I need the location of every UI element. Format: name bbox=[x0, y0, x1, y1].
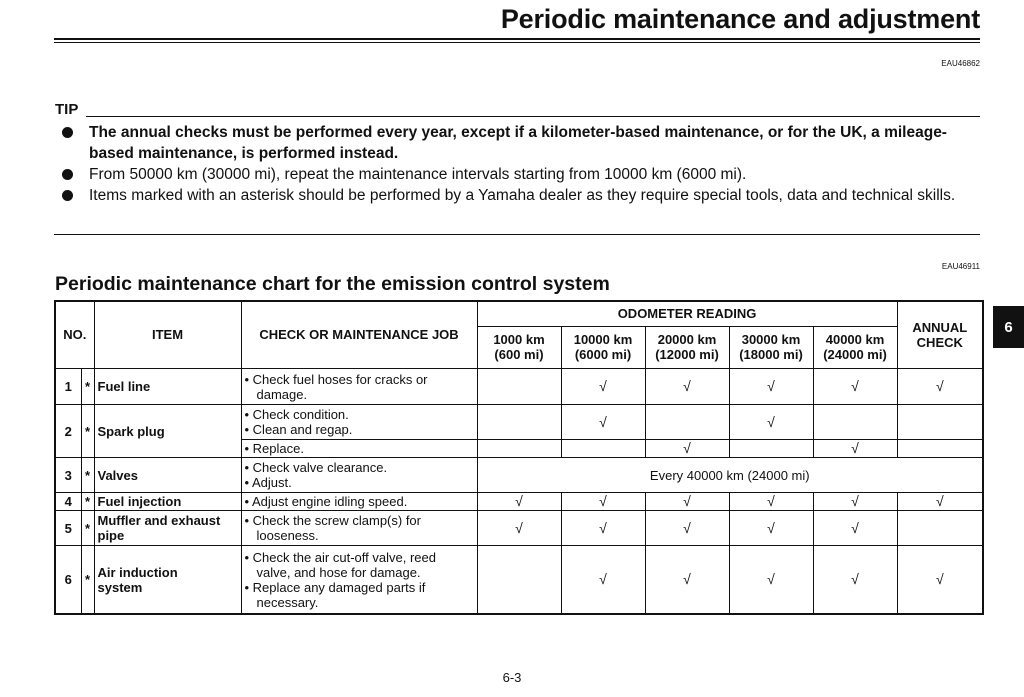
table-row: 1 * Fuel line • Check fuel hoses for cracks or damage. √ √ √ √ √ bbox=[55, 368, 983, 405]
check-mark: √ bbox=[561, 546, 645, 614]
tip-item: The annual checks must be performed every year, except if a kilometer-based maintenance, or for the UK, a mileage-based maintenance, is performed instead. bbox=[62, 122, 980, 164]
bullet-icon bbox=[62, 169, 73, 180]
interval-header: 40000 km (24000 mi) bbox=[813, 326, 897, 368]
tip-label: TIP bbox=[55, 101, 79, 118]
maintenance-chart bbox=[54, 300, 984, 615]
check-mark: √ bbox=[729, 368, 813, 405]
check-mark: √ bbox=[729, 511, 813, 546]
check-mark: √ bbox=[729, 493, 813, 511]
check-mark: √ bbox=[477, 511, 561, 546]
table-row: 5 * Muffler and exhaust pipe • Check the screw clamp(s) for looseness. √ √ √ √ √ bbox=[55, 511, 983, 546]
check-mark: √ bbox=[897, 368, 983, 405]
check-mark: √ bbox=[645, 440, 729, 458]
tip-list bbox=[62, 122, 980, 206]
header-no: NO. bbox=[55, 301, 94, 368]
check-mark: √ bbox=[813, 511, 897, 546]
tip-rule-bottom bbox=[54, 234, 980, 235]
bullet-icon bbox=[62, 127, 73, 138]
section-title: Periodic maintenance chart for the emission control system bbox=[55, 273, 610, 295]
check-mark: √ bbox=[897, 493, 983, 511]
tip-item: From 50000 km (30000 mi), repeat the maintenance intervals starting from 10000 km (6000 mi). bbox=[62, 164, 980, 185]
interval-header: 1000 km (600 mi) bbox=[477, 326, 561, 368]
bullet-icon bbox=[62, 190, 73, 201]
reference-code-chart: EAU46911 bbox=[941, 262, 980, 271]
interval-header: 20000 km (12000 mi) bbox=[645, 326, 729, 368]
check-mark: √ bbox=[645, 368, 729, 405]
interval-header: 10000 km (6000 mi) bbox=[561, 326, 645, 368]
check-mark: √ bbox=[645, 493, 729, 511]
check-mark: √ bbox=[561, 368, 645, 405]
check-mark: √ bbox=[477, 493, 561, 511]
check-mark: √ bbox=[813, 546, 897, 614]
table-row: • Replace. √ √ bbox=[55, 440, 983, 458]
check-mark: √ bbox=[897, 546, 983, 614]
check-mark: √ bbox=[813, 493, 897, 511]
header-rule bbox=[54, 38, 980, 40]
interval-note: Every 40000 km (24000 mi) bbox=[477, 458, 983, 493]
header-odometer: ODOMETER READING bbox=[477, 301, 897, 326]
check-mark: √ bbox=[645, 511, 729, 546]
check-mark: √ bbox=[813, 440, 897, 458]
table-row: 6 * Air induction system • Check the air cut-off valve, reed valve, and hose for damage. • Replace any damaged parts if necessary. √ √ √ √ √ bbox=[55, 546, 983, 614]
header-rule-thin bbox=[54, 42, 980, 43]
check-mark: √ bbox=[645, 546, 729, 614]
chapter-tab: 6 bbox=[993, 306, 1024, 348]
check-mark: √ bbox=[729, 546, 813, 614]
check-mark: √ bbox=[561, 405, 645, 440]
tip-rule-top bbox=[86, 116, 980, 117]
check-mark: √ bbox=[561, 493, 645, 511]
check-mark: √ bbox=[561, 511, 645, 546]
reference-code-top: EAU46862 bbox=[941, 59, 980, 68]
table-row: 3 * Valves • Check valve clearance. • Adjust. Every 40000 km (24000 mi) bbox=[55, 458, 983, 493]
page-header-title: Periodic maintenance and adjustment bbox=[500, 4, 980, 34]
check-mark: √ bbox=[729, 405, 813, 440]
header-job: CHECK OR MAINTENANCE JOB bbox=[241, 301, 477, 368]
header-item: ITEM bbox=[94, 301, 241, 368]
table-row: 4 * Fuel injection • Adjust engine idling speed. √ √ √ √ √ √ bbox=[55, 493, 983, 511]
interval-header: 30000 km (18000 mi) bbox=[729, 326, 813, 368]
table-row: 2 * Spark plug • Check condition. • Clean and regap. √ √ bbox=[55, 405, 983, 440]
page-number: 6-3 bbox=[502, 670, 522, 685]
tip-item: Items marked with an asterisk should be performed by a Yamaha dealer as they require special tools, data and technical skills. bbox=[62, 185, 980, 206]
header-annual-check: ANNUAL CHECK bbox=[897, 301, 983, 368]
check-mark: √ bbox=[813, 368, 897, 405]
